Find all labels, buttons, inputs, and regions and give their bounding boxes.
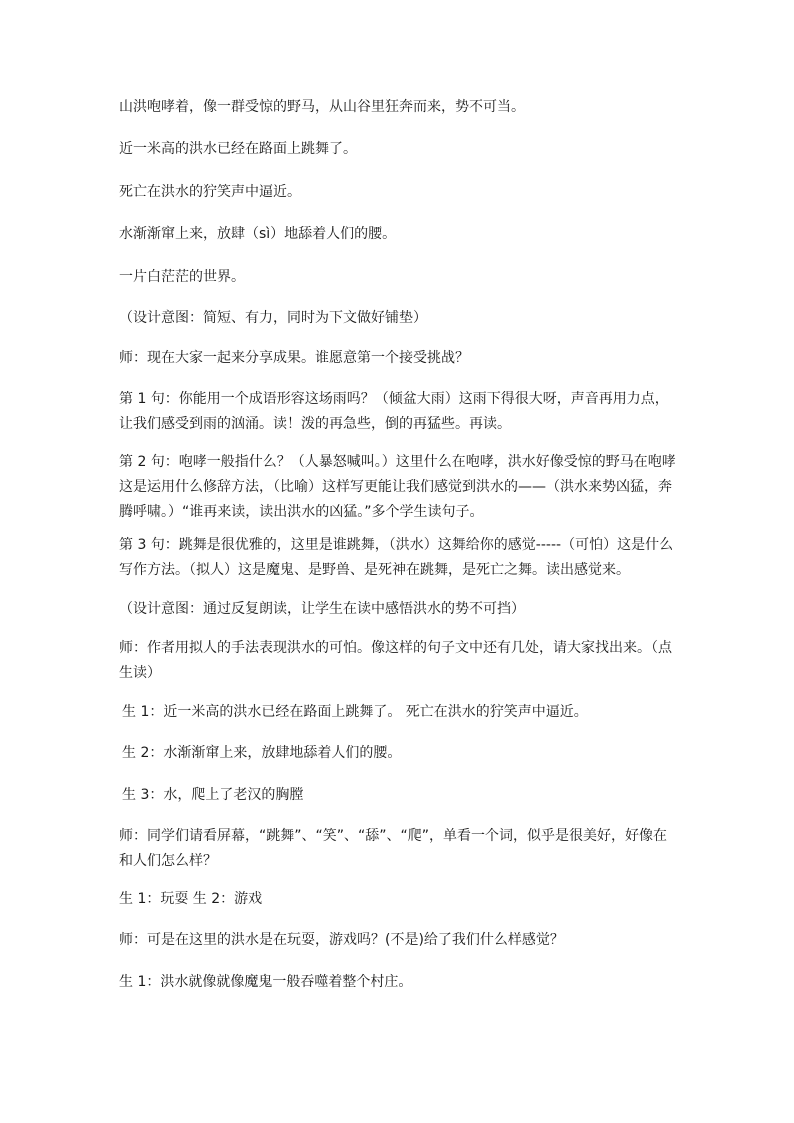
paragraph: 第 1 句：你能用一个成语形容这场雨吗？（倾盆大雨）这雨下得很大呀，声音再用力点，让我们感受到雨的汹涌。读！泼的再急些，倒的再猛些。再读。 — [119, 391, 669, 432]
design-note: （设计意图：简短、有力，同时为下文做好铺垫） — [119, 310, 427, 326]
paragraph: 师：可是在这里的洪水是在玩耍，游戏吗？(不是)给了我们什么样感觉？ — [119, 932, 564, 948]
student-answer: 生 2：水渐渐窜上来，放肆地舔着人们的腰。 — [122, 745, 402, 761]
design-note: （设计意图：通过反复朗读，让学生在读中感悟洪水的势不可挡） — [119, 601, 525, 617]
paragraph: 山洪咆哮着，像一群受惊的野马，从山谷里狂奔而来，势不可当。 — [119, 99, 525, 115]
student-answer: 生 1：玩耍 生 2：游戏 — [119, 891, 263, 907]
student-answer: 生 1：近一米高的洪水已经在路面上跳舞了。 死亡在洪水的狞笑声中逼近。 — [122, 704, 588, 720]
paragraph: 死亡在洪水的狞笑声中逼近。 — [119, 184, 301, 200]
paragraph: 师：现在大家一起来分享成果。谁愿意第一个接受挑战？ — [119, 350, 469, 366]
paragraph: 师：作者用拟人的手法表现洪水的可怕。像这样的句子文中还有几处，请大家找出来。（点生读） — [119, 640, 672, 681]
paragraph: 第 2 句：咆哮一般指什么？（人暴怒喊叫。）这里什么在咆哮，洪水好像受惊的野马在咆哮这是运用什么修辞方法，（比喻）这样写更能让我们感觉到洪水的——（洪水来势凶猛，奔腾呼啸。）“谁再来读，读出洪水的凶猛。”多个学生读句子。 — [119, 454, 676, 520]
paragraph: 第 3 句：跳舞是很优雅的，这里是谁跳舞，（洪水）这舞给你的感觉-----（可怕）这是什么写作方法。（拟人）这是魔鬼、是野兽、是死神在跳舞，是死亡之舞。读出感觉来。 — [119, 537, 674, 578]
paragraph: 一片白茫茫的世界。 — [119, 269, 245, 285]
paragraph: 近一米高的洪水已经在路面上跳舞了。 — [119, 141, 357, 157]
student-answer: 生 3：水，爬上了老汉的胸膛 — [122, 787, 304, 803]
paragraph: 水渐渐窜上来，放肆（sì）地舔着人们的腰。 — [119, 226, 397, 242]
student-answer: 生 1：洪水就像就像魔鬼一般吞噬着整个村庄。 — [119, 974, 413, 990]
paragraph: 师：同学们请看屏幕，“跳舞”、“笑”、“舔”、“爬”，单看一个词，似乎是很美好，好像在和人们怎么样？ — [119, 828, 668, 869]
